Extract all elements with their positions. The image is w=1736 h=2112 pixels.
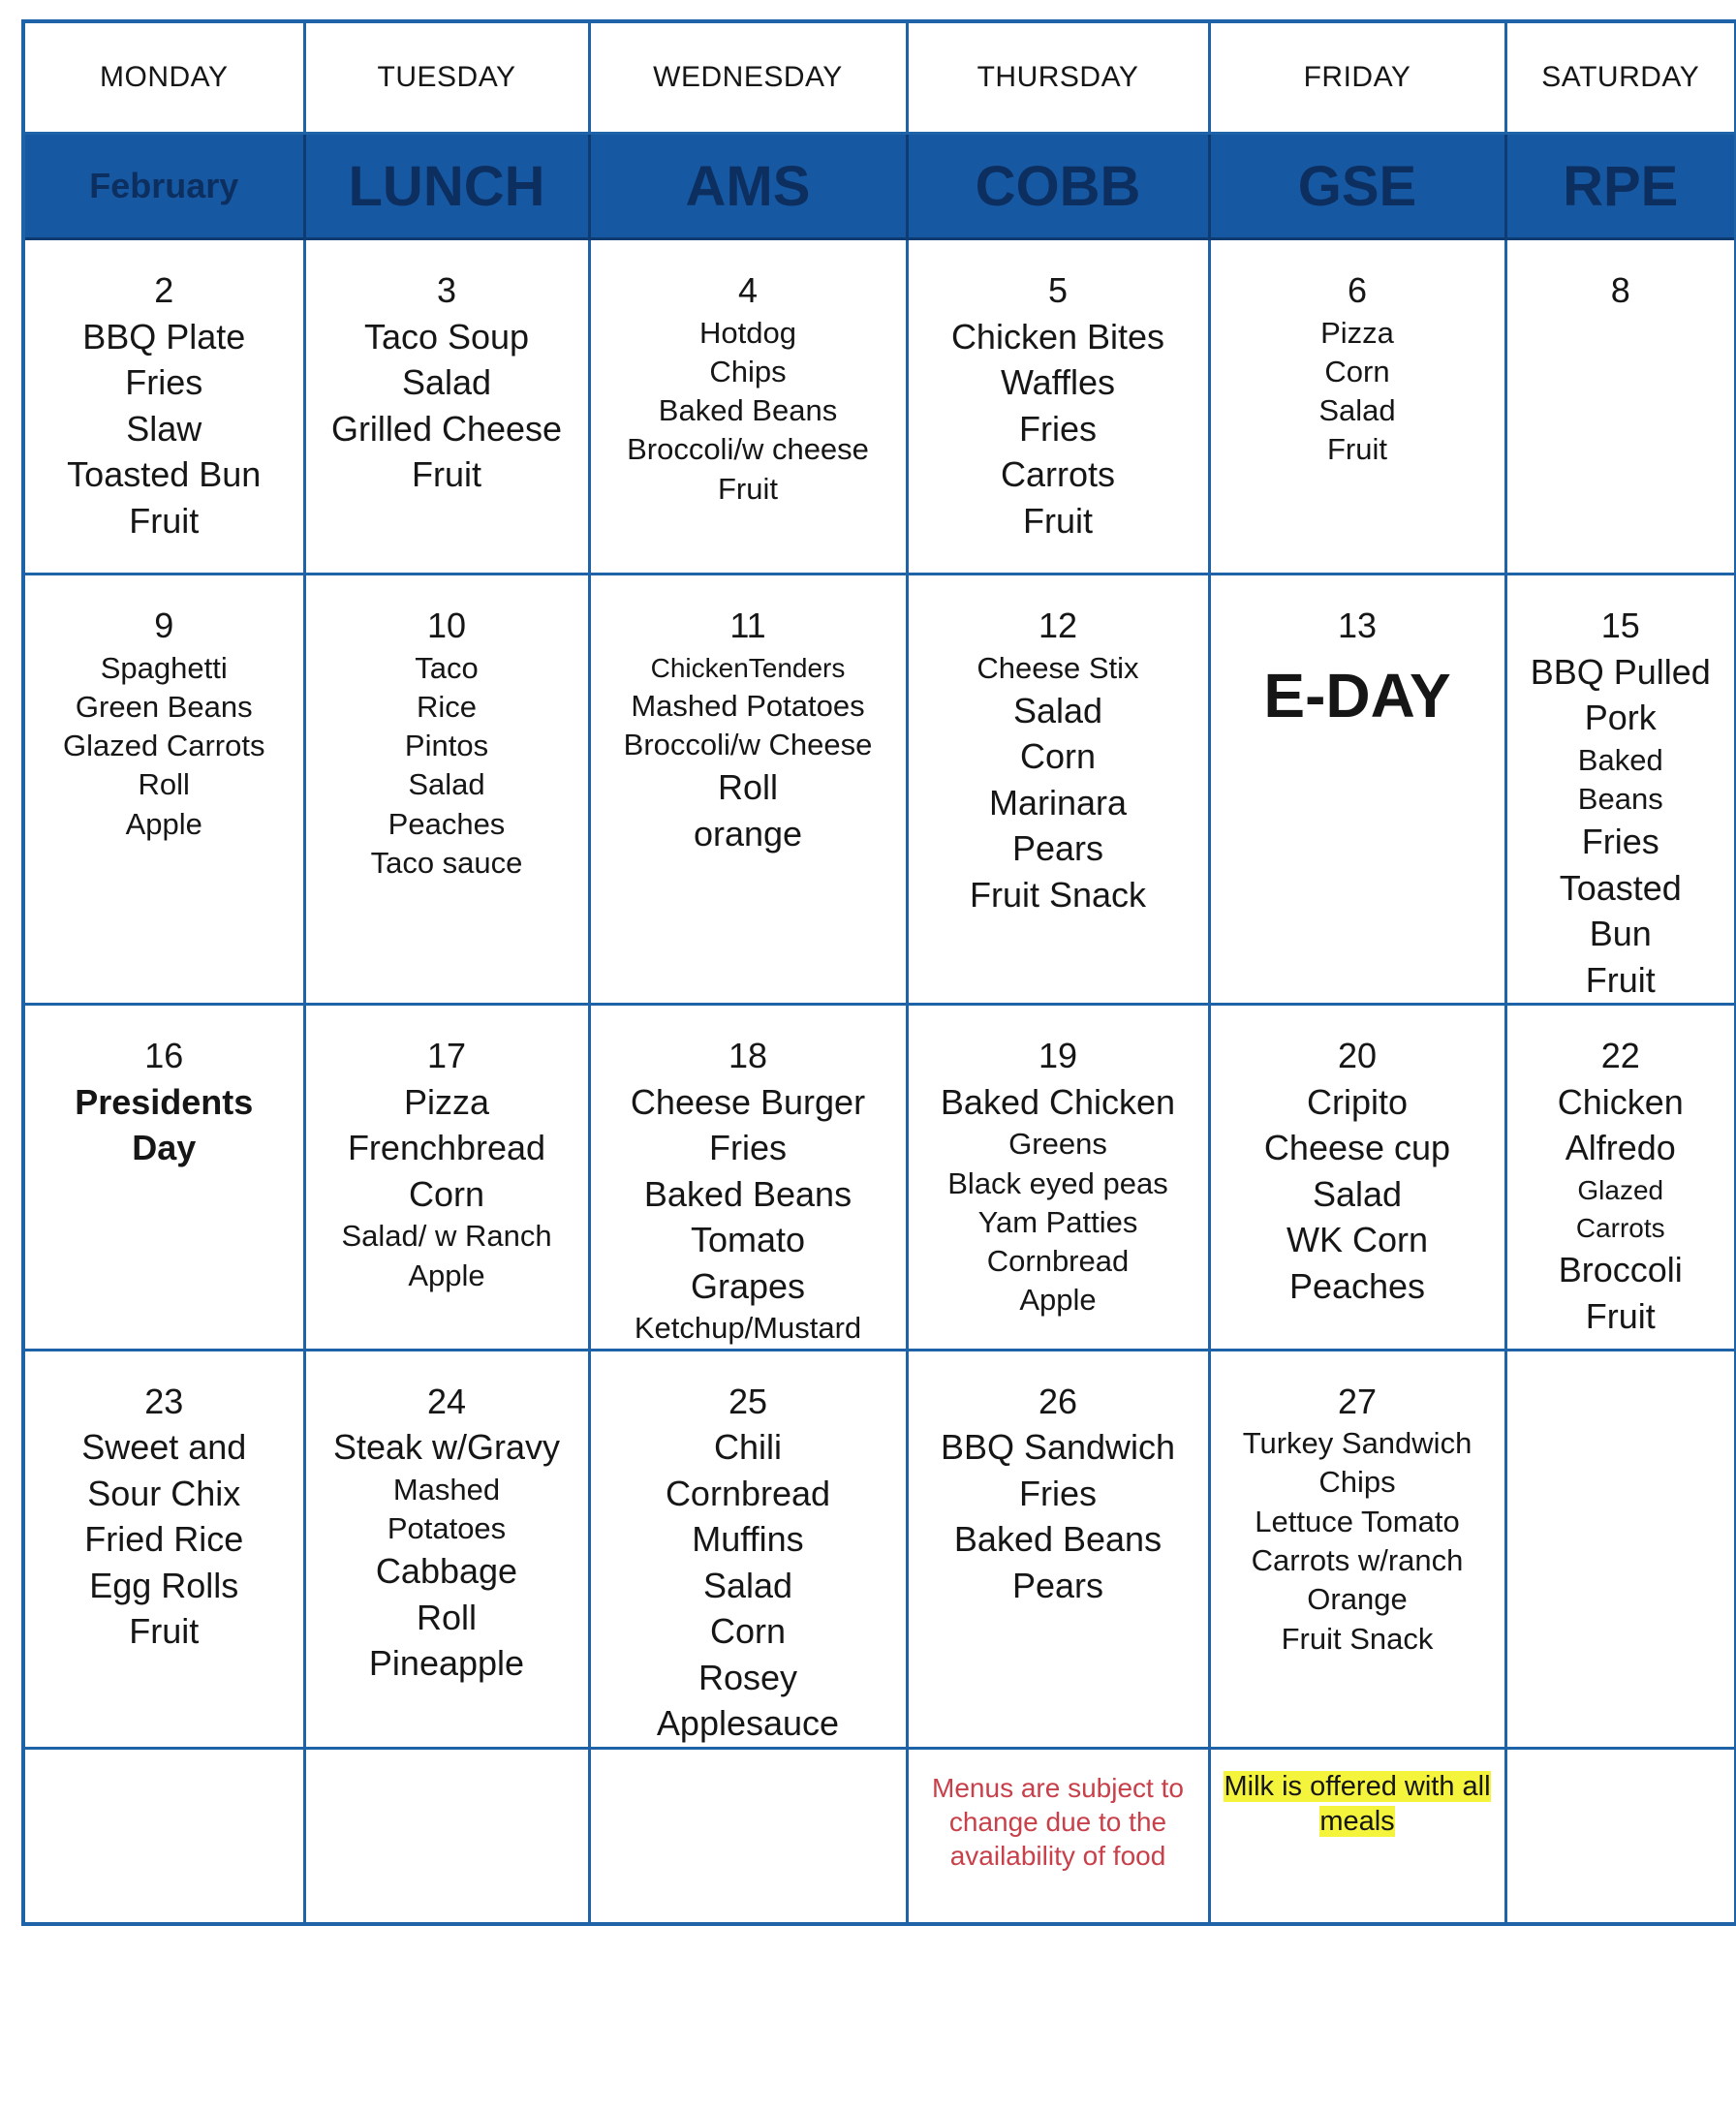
menu-item: Pizza bbox=[403, 1081, 490, 1122]
menu-item: Salad bbox=[408, 767, 485, 802]
banner-row bbox=[23, 134, 1736, 239]
menu-item: Spaghetti bbox=[100, 650, 228, 685]
menu-item: Baked Beans bbox=[658, 393, 838, 428]
menu-item: Fruit bbox=[1327, 432, 1387, 467]
empty-cell bbox=[1505, 1748, 1736, 1924]
day-number: 6 bbox=[1347, 270, 1368, 310]
menu-item: Toasted bbox=[1559, 867, 1682, 908]
day-cell bbox=[589, 575, 907, 1005]
menu-item: Corn bbox=[709, 1611, 787, 1652]
day-cell bbox=[907, 1005, 1209, 1350]
week-row-3 bbox=[23, 1005, 1736, 1350]
day-cell bbox=[907, 239, 1209, 575]
menu-item: Waffles bbox=[1000, 362, 1116, 403]
holiday-label: Presidents bbox=[75, 1081, 254, 1122]
menu-item: Broccoli/w Cheese bbox=[623, 728, 873, 761]
menu-item: Grapes bbox=[690, 1265, 806, 1306]
menu-item: Chili bbox=[713, 1427, 782, 1468]
week-row-2 bbox=[23, 575, 1736, 1005]
menu-item: BBQ Sandwich bbox=[940, 1427, 1176, 1468]
menu-item: Roll bbox=[138, 767, 190, 802]
menu-item: Chicken bbox=[1557, 1081, 1684, 1122]
menu-item: Corn bbox=[1324, 354, 1390, 388]
day-cell bbox=[1209, 1350, 1505, 1748]
menu-item: Marinara bbox=[988, 782, 1128, 823]
menu-item: Applesauce bbox=[656, 1703, 840, 1744]
empty-cell bbox=[589, 1748, 907, 1924]
day-cell bbox=[907, 575, 1209, 1005]
menu-item: Peaches bbox=[1288, 1265, 1426, 1306]
day-number: 17 bbox=[426, 1036, 467, 1076]
menu-item: Baked Beans bbox=[953, 1519, 1162, 1560]
banner-school-gse: GSE bbox=[1209, 134, 1505, 239]
menu-item: Fruit bbox=[718, 471, 778, 506]
menu-item: Roll bbox=[717, 767, 778, 808]
e-day-label: E-DAY bbox=[1263, 660, 1451, 730]
menu-item: Fruit Snack bbox=[1281, 1621, 1434, 1656]
day-cell bbox=[23, 1350, 304, 1748]
menu-item: ChickenTenders bbox=[650, 652, 846, 683]
day-number: 27 bbox=[1337, 1381, 1378, 1421]
menu-item: Slaw bbox=[126, 408, 202, 449]
menu-item: Roll bbox=[416, 1597, 477, 1637]
day-number: 19 bbox=[1038, 1036, 1078, 1076]
day-number: 8 bbox=[1610, 270, 1630, 310]
menu-item: Toasted Bun bbox=[67, 454, 262, 495]
menu-item: Chips bbox=[709, 354, 787, 388]
menu-item: Grilled Cheese bbox=[330, 408, 563, 449]
day-number: 2 bbox=[154, 270, 174, 310]
menu-item: Fruit bbox=[412, 454, 481, 495]
menu-item: Rice bbox=[416, 689, 477, 724]
menu-item: Cripito bbox=[1306, 1081, 1409, 1122]
menu-item: Salad bbox=[702, 1565, 793, 1605]
menu-item: Glazed bbox=[1577, 1174, 1664, 1205]
menu-item: Pears bbox=[1011, 1565, 1104, 1605]
menu-item: WK Corn bbox=[1286, 1220, 1429, 1260]
day-number: 13 bbox=[1337, 606, 1378, 645]
change-notice-cell bbox=[907, 1748, 1209, 1924]
menu-item: Carrots bbox=[1000, 454, 1116, 495]
day-cell bbox=[23, 239, 304, 575]
menu-item: Pintos bbox=[404, 729, 489, 763]
day-number: 12 bbox=[1038, 606, 1078, 645]
menu-item: Fries bbox=[1019, 408, 1097, 449]
menu-item: Fruit bbox=[1585, 959, 1656, 1000]
menu-item: Fried Rice bbox=[84, 1519, 244, 1560]
day-cell bbox=[589, 239, 907, 575]
banner-lunch: LUNCH bbox=[304, 134, 589, 239]
menu-item: Orange bbox=[1307, 1582, 1408, 1617]
menu-item: Tomato bbox=[690, 1220, 806, 1260]
menu-item: Green Beans bbox=[75, 689, 253, 724]
menu-item: Fries bbox=[1019, 1473, 1097, 1513]
menu-item: Cabbage bbox=[375, 1551, 518, 1592]
menu-item: Cheese Stix bbox=[976, 650, 1139, 685]
menu-item: Turkey Sandwich bbox=[1242, 1426, 1472, 1461]
day-cell bbox=[589, 1005, 907, 1350]
menu-item: Chicken Bites bbox=[950, 316, 1165, 357]
day-number: 11 bbox=[729, 606, 766, 645]
day-cell bbox=[304, 1350, 589, 1748]
menu-item: Yam Patties bbox=[977, 1204, 1138, 1239]
weekday-tuesday: TUESDAY bbox=[304, 21, 589, 134]
menu-item: Taco Soup bbox=[363, 316, 530, 357]
menu-item: Cornbread bbox=[665, 1473, 831, 1513]
weekday-saturday: SATURDAY bbox=[1505, 21, 1736, 134]
menu-item: Chips bbox=[1318, 1465, 1396, 1500]
day-number: 24 bbox=[426, 1381, 467, 1421]
day-number: 9 bbox=[154, 606, 174, 645]
menu-item: Carrots bbox=[1575, 1212, 1665, 1243]
menu-item: Alfredo bbox=[1565, 1128, 1676, 1168]
menu-item: Hotdog bbox=[699, 315, 796, 350]
menu-item: Black eyed peas bbox=[947, 1165, 1168, 1200]
day-number: 10 bbox=[426, 606, 467, 645]
holiday-label: Day bbox=[132, 1128, 197, 1168]
day-cell bbox=[1209, 239, 1505, 575]
day-cell bbox=[1505, 239, 1736, 575]
day-cell bbox=[1505, 1005, 1736, 1350]
day-cell bbox=[907, 1350, 1209, 1748]
week-row-1 bbox=[23, 239, 1736, 575]
menu-item: Muffins bbox=[692, 1519, 804, 1560]
day-number: 4 bbox=[737, 270, 759, 310]
menu-item: Fries bbox=[1581, 822, 1659, 862]
day-cell bbox=[1505, 1350, 1736, 1748]
menu-item: Mashed bbox=[392, 1472, 501, 1506]
day-number: 3 bbox=[436, 270, 457, 310]
menu-item: Beans bbox=[1577, 781, 1663, 816]
day-number: 20 bbox=[1337, 1036, 1378, 1076]
day-number: 25 bbox=[728, 1381, 768, 1421]
day-cell bbox=[304, 1005, 589, 1350]
day-cell bbox=[304, 575, 589, 1005]
menu-item: BBQ Plate bbox=[82, 316, 246, 357]
milk-notice-cell bbox=[1209, 1748, 1505, 1924]
menu-item: Egg Rolls bbox=[89, 1565, 239, 1605]
day-number: 18 bbox=[728, 1036, 768, 1076]
menu-item: Mashed Potatoes bbox=[631, 688, 865, 723]
menu-item: orange bbox=[693, 813, 803, 854]
menu-item: Salad bbox=[401, 362, 492, 403]
menu-item: Broccoli/w cheese bbox=[627, 432, 869, 467]
menu-item: Glazed Carrots bbox=[63, 729, 265, 763]
menu-item: Broccoli bbox=[1558, 1250, 1683, 1290]
day-cell bbox=[304, 239, 589, 575]
milk-notice: Milk is offered with all meals bbox=[1224, 1770, 1491, 1837]
menu-item: Apple bbox=[125, 806, 202, 841]
weekday-monday: MONDAY bbox=[23, 21, 304, 134]
menu-item: Pizza bbox=[1320, 315, 1394, 350]
day-number: 22 bbox=[1600, 1036, 1640, 1076]
menu-item: Apple bbox=[408, 1258, 485, 1292]
menu-item: Fruit Snack bbox=[969, 874, 1147, 915]
day-number: 23 bbox=[144, 1381, 184, 1421]
day-number: 15 bbox=[1600, 606, 1640, 645]
day-cell bbox=[1505, 575, 1736, 1005]
menu-item: Pork bbox=[1584, 698, 1657, 738]
menu-item: Fries bbox=[709, 1128, 787, 1168]
day-cell bbox=[23, 1005, 304, 1350]
empty-cell bbox=[23, 1748, 304, 1924]
weekday-thursday: THURSDAY bbox=[907, 21, 1209, 134]
menu-item: Sour Chix bbox=[87, 1473, 241, 1513]
menu-item: Baked Chicken bbox=[940, 1081, 1176, 1122]
banner-school-cobb: COBB bbox=[907, 134, 1209, 239]
menu-item: BBQ Pulled bbox=[1530, 651, 1711, 692]
lunch-menu-calendar bbox=[21, 19, 1736, 1926]
week-row-4 bbox=[23, 1350, 1736, 1748]
menu-item: Fruit bbox=[129, 1611, 200, 1652]
menu-item: Sweet and bbox=[81, 1427, 247, 1468]
menu-item: Greens bbox=[1008, 1127, 1107, 1162]
menu-item: Steak w/Gravy bbox=[332, 1427, 561, 1468]
menu-item: Fruit bbox=[129, 500, 200, 541]
day-number: 26 bbox=[1038, 1381, 1078, 1421]
weekday-friday: FRIDAY bbox=[1209, 21, 1505, 134]
menu-item: Bun bbox=[1589, 914, 1652, 954]
menu-item: Peaches bbox=[388, 806, 506, 841]
banner-month: February bbox=[23, 134, 304, 239]
menu-item: Lettuce Tomato bbox=[1255, 1504, 1460, 1538]
menu-item: Baked bbox=[1577, 742, 1663, 777]
menu-item: Corn bbox=[1019, 736, 1097, 777]
menu-item: Salad/ w Ranch bbox=[341, 1219, 552, 1254]
menu-item: Fries bbox=[125, 362, 203, 403]
weekday-wednesday: WEDNESDAY bbox=[589, 21, 907, 134]
menu-item: Corn bbox=[408, 1173, 485, 1214]
menu-item: Salad bbox=[1012, 690, 1103, 730]
menu-item: Cornbread bbox=[986, 1244, 1130, 1279]
menu-item: Frenchbread bbox=[347, 1128, 546, 1168]
day-cell bbox=[1209, 1005, 1505, 1350]
day-number: 5 bbox=[1047, 270, 1069, 310]
notes-row bbox=[23, 1748, 1736, 1924]
day-number: 16 bbox=[144, 1036, 184, 1076]
menu-item: Cheese cup bbox=[1263, 1128, 1451, 1168]
menu-item: Baked Beans bbox=[643, 1173, 852, 1214]
banner-school-rpe: RPE bbox=[1505, 134, 1736, 239]
menu-item: Taco bbox=[415, 650, 479, 685]
menu-item: Cheese Burger bbox=[630, 1081, 866, 1122]
menu-change-notice: Menus are subject to change due to the availability of food bbox=[932, 1772, 1184, 1871]
menu-item: Salad bbox=[1318, 393, 1396, 428]
menu-item: Fruit bbox=[1023, 500, 1093, 541]
menu-item: Ketchup/Mustard bbox=[634, 1311, 862, 1346]
menu-item: Rosey bbox=[698, 1657, 798, 1697]
menu-item: Taco sauce bbox=[370, 846, 523, 880]
banner-school-ams: AMS bbox=[589, 134, 907, 239]
weekday-header-row bbox=[23, 21, 1736, 134]
day-cell bbox=[23, 575, 304, 1005]
day-cell bbox=[1209, 575, 1505, 1005]
menu-item: Pineapple bbox=[368, 1643, 525, 1684]
day-cell bbox=[589, 1350, 907, 1748]
menu-item: Apple bbox=[1019, 1283, 1097, 1318]
menu-item: Salad bbox=[1312, 1173, 1403, 1214]
menu-item: Pears bbox=[1011, 828, 1104, 869]
menu-item: Carrots w/ranch bbox=[1251, 1543, 1464, 1577]
empty-cell bbox=[304, 1748, 589, 1924]
menu-item: Fruit bbox=[1585, 1295, 1656, 1336]
menu-item: Potatoes bbox=[387, 1510, 507, 1545]
